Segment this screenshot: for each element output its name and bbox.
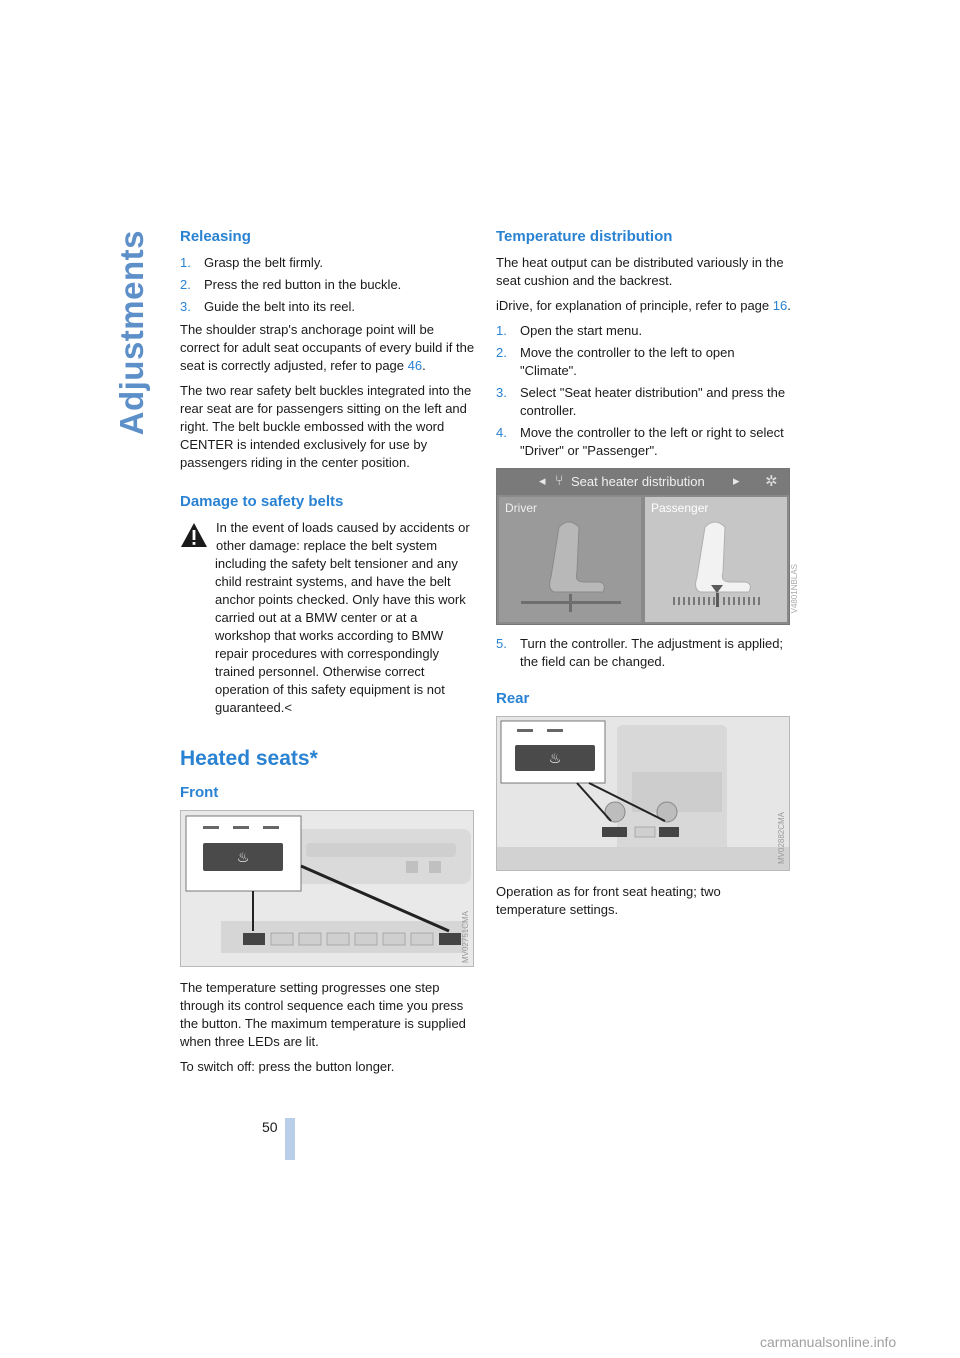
step-number: 3. <box>180 299 191 314</box>
right-arrow-icon: ▸ <box>733 473 740 488</box>
step-text: Open the start menu. <box>520 323 643 338</box>
step-text: Grasp the belt firmly. <box>204 255 323 270</box>
list-item <box>496 384 791 420</box>
paragraph-text: iDrive, for explanation of principle, refer to page <box>496 298 773 313</box>
page-link-46[interactable]: 46 <box>407 358 423 373</box>
warning-triangle-icon <box>180 521 208 549</box>
temperature-distribution-heading: Temperature distribution <box>496 228 673 245</box>
list-item <box>496 344 791 380</box>
heated-seats-heading: Heated seats* <box>180 747 318 770</box>
page-link-16[interactable]: 16 <box>772 298 788 313</box>
end-mark: < <box>284 700 292 715</box>
anchorage-paragraph <box>180 321 475 375</box>
svg-text:♨: ♨ <box>236 850 250 866</box>
image-code: MV02882CMA <box>777 812 786 865</box>
paragraph-text: The shoulder strap's anchorage point will be correct for adult seat occupants of every build if the seat is correctly adjusted, refer to page <box>180 322 475 373</box>
right-column <box>496 228 799 926</box>
watermark: carmanualsonline.info <box>760 1334 897 1350</box>
paragraph-end: . <box>787 298 791 313</box>
passenger-seat-icon <box>645 497 787 622</box>
step-number: 1. <box>180 255 191 270</box>
step-number: 2. <box>180 277 191 292</box>
heat-output-paragraph: The heat output can be distributed variously in the seat cushion and the backrest. <box>496 255 784 288</box>
list-item <box>496 322 791 340</box>
step-number: 5. <box>496 636 507 651</box>
section-side-title: Adjustments <box>113 230 150 436</box>
list-item <box>180 276 475 294</box>
idrive-paragraph <box>496 297 791 315</box>
screen-title: Seat heater distribution <box>571 474 705 489</box>
image-code: MV02751CMA <box>461 911 470 964</box>
step-text: Turn the controller. The adjustment is applied; the field can be changed. <box>520 636 784 669</box>
list-item <box>180 254 475 272</box>
rear-heading: Rear <box>496 690 530 707</box>
rear-console-illustration <box>497 717 789 870</box>
damage-heading: Damage to safety belts <box>180 493 344 510</box>
step-number: 2. <box>496 345 507 360</box>
settings-dial-icon: ✲ <box>765 473 778 490</box>
paragraph-end: . <box>422 358 426 373</box>
step-text: Press the red button in the buckle. <box>204 277 402 292</box>
step-five <box>496 635 791 671</box>
passenger-label: Passenger <box>651 501 709 515</box>
left-arrow-icon: ◂ <box>539 473 546 488</box>
warning-body: In the event of loads caused by accidents or other damage: replace the belt system including the safety belt tensioner and any child restraint systems, and have the belt anchor points checked. Only have this work carried out at a BMW center or at a workshop that works according to BMW repair procedures with correspondingly trained personnel. Otherwise correct operation of this safety equipment is not guaranteed. <box>215 520 470 715</box>
rear-operation-paragraph: Operation as for front seat heating; two temperature settings. <box>496 884 721 917</box>
releasing-steps <box>180 254 475 316</box>
list-item <box>496 424 791 460</box>
driver-panel[interactable] <box>499 497 641 622</box>
step-number: 4. <box>496 425 507 440</box>
switch-off-paragraph: To switch off: press the button longer. <box>180 1059 395 1074</box>
seat-icon: ⑂ <box>555 472 564 488</box>
step-text: Guide the belt into its reel. <box>204 299 356 314</box>
front-console-illustration <box>181 811 473 966</box>
step-text: Select "Seat heater distribution" and press the controller. <box>520 385 786 418</box>
seat-heater-distribution-screen <box>496 468 799 625</box>
temperature-steps-paragraph: The temperature setting progresses one step through its control sequence each time you press the button. The maximum temperature is supplied when three LEDs are lit. <box>180 980 466 1049</box>
warning-text <box>180 519 475 717</box>
svg-text:♨: ♨ <box>548 751 562 767</box>
step-number: 1. <box>496 323 507 338</box>
front-seat-buttons-image <box>180 810 474 967</box>
image-code: V4801NBLAS <box>790 564 799 614</box>
rear-seat-buttons-image <box>496 716 790 871</box>
warning-block <box>180 519 475 717</box>
page-number: 50 <box>262 1119 278 1135</box>
list-item <box>180 298 475 316</box>
left-column <box>180 228 475 1083</box>
front-heading: Front <box>180 784 219 801</box>
page-marker-bar <box>285 1118 295 1160</box>
step-number: 3. <box>496 385 507 400</box>
passenger-panel[interactable] <box>645 497 787 622</box>
list-item <box>496 635 791 671</box>
step-text: Move the controller to the left to open "Climate". <box>520 345 735 378</box>
driver-seat-icon <box>499 497 641 622</box>
releasing-heading: Releasing <box>180 228 251 245</box>
rear-buckles-paragraph: The two rear safety belt buckles integrated into the rear seat are for passengers sitting on the left and right. The belt buckle embossed with the word CENTER is intended exclusively for use by passengers riding in the center position. <box>180 383 472 470</box>
distribution-steps <box>496 322 791 460</box>
driver-label: Driver <box>505 501 537 515</box>
step-text: Move the controller to the left or right to select "Driver" or "Passenger". <box>520 425 784 458</box>
